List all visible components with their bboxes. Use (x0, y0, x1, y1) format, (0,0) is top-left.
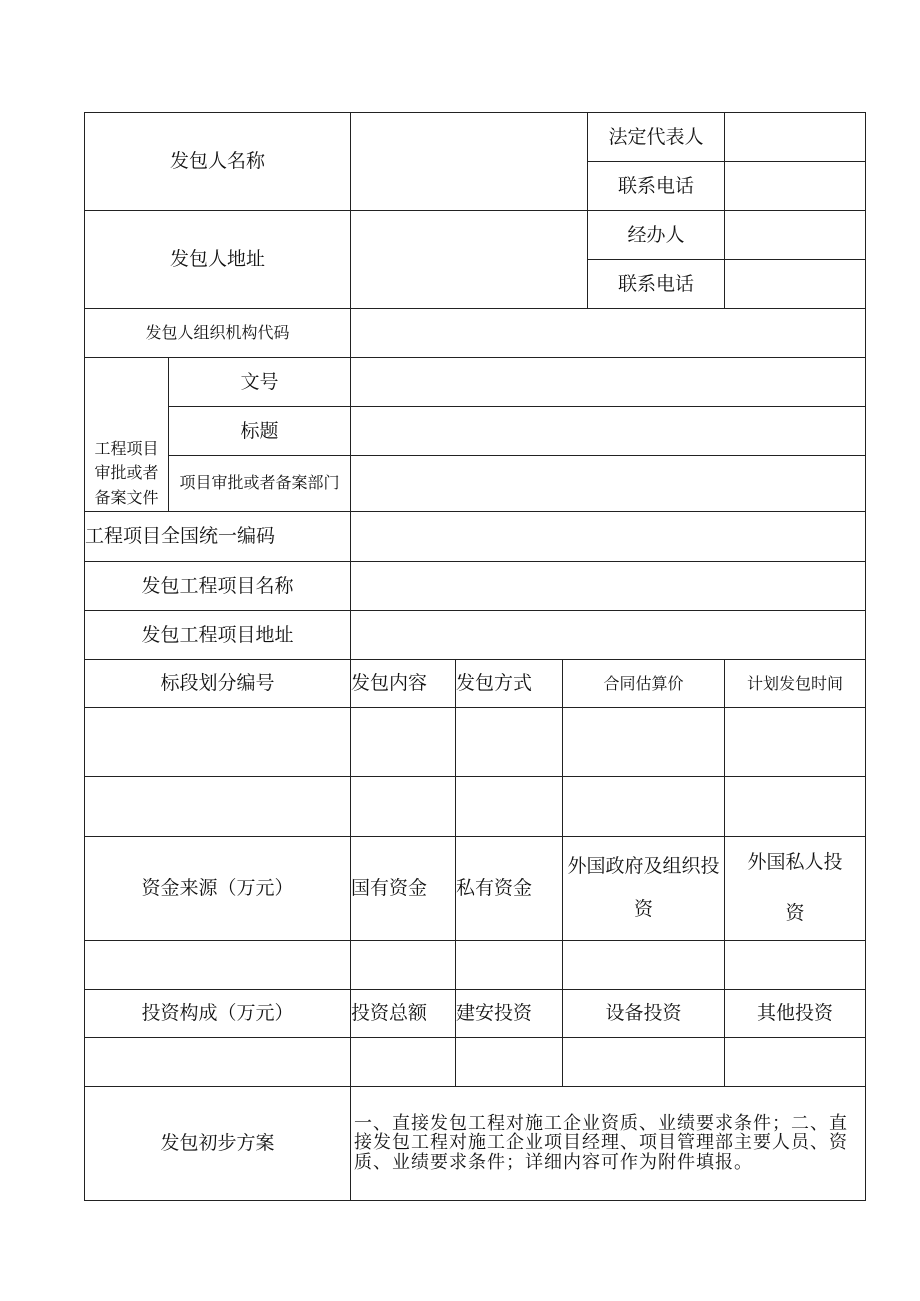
total-investment-field[interactable] (351, 1037, 456, 1086)
org-code-label: 发包人组织机构代码 (85, 309, 351, 358)
employer-name-field[interactable] (351, 113, 588, 211)
section-no-field-2[interactable] (85, 777, 351, 837)
construction-investment-label: 建安投资 (456, 989, 563, 1037)
foreign-private-field[interactable] (725, 940, 866, 989)
national-code-label: 工程项目全国统一编码 (85, 512, 351, 562)
fund-source-label: 资金来源（万元） (85, 837, 351, 941)
contract-estimate-field-2[interactable] (563, 777, 725, 837)
title-field[interactable] (351, 407, 866, 456)
doc-no-label: 文号 (169, 358, 351, 407)
contract-estimate-label: 合同估算价 (563, 660, 725, 708)
planned-time-field-1[interactable] (725, 708, 866, 777)
investment-field[interactable] (85, 1037, 351, 1086)
construction-investment-field[interactable] (456, 1037, 563, 1086)
legal-rep-field[interactable] (725, 113, 866, 162)
employer-address-label: 发包人地址 (85, 211, 351, 309)
contract-form-table (84, 112, 866, 1201)
title-label: 标题 (169, 407, 351, 456)
agent-field[interactable] (725, 211, 866, 260)
total-investment-label: 投资总额 (351, 989, 456, 1037)
employer-address-field[interactable] (351, 211, 588, 309)
national-code-field[interactable] (351, 512, 866, 562)
method-field-2[interactable] (456, 777, 563, 837)
planned-time-field-2[interactable] (725, 777, 866, 837)
equipment-investment-field[interactable] (563, 1037, 725, 1086)
section-no-label: 标段划分编号 (85, 660, 351, 708)
foreign-gov-field[interactable] (563, 940, 725, 989)
phone-2-label: 联系电话 (588, 260, 725, 309)
private-funds-label: 私有资金 (456, 837, 563, 941)
phone-1-field[interactable] (725, 162, 866, 211)
project-address-label: 发包工程项目地址 (85, 611, 351, 660)
foreign-private-label: 外国私人投资 (725, 837, 866, 941)
org-code-field[interactable] (351, 309, 866, 358)
contract-estimate-field-1[interactable] (563, 708, 725, 777)
legal-rep-label: 法定代表人 (588, 113, 725, 162)
state-funds-field[interactable] (351, 940, 456, 989)
approval-group-label: 工程项目审批或者备案文件 (85, 358, 169, 512)
phone-2-field[interactable] (725, 260, 866, 309)
initial-plan-text: 一、直接发包工程对施工企业资质、业绩要求条件；二、直接发包工程对施工企业项目经理、项目管理部主要人员、资质、业绩要求条件；详细内容可作为附件填报。 (351, 1086, 866, 1200)
project-address-field[interactable] (351, 611, 866, 660)
content-field-2[interactable] (351, 777, 456, 837)
other-investment-field[interactable] (725, 1037, 866, 1086)
initial-plan-label: 发包初步方案 (85, 1086, 351, 1200)
agent-label: 经办人 (588, 211, 725, 260)
planned-time-label: 计划发包时间 (725, 660, 866, 708)
project-name-field[interactable] (351, 562, 866, 611)
doc-no-field[interactable] (351, 358, 866, 407)
phone-1-label: 联系电话 (588, 162, 725, 211)
content-field-1[interactable] (351, 708, 456, 777)
equipment-investment-label: 设备投资 (563, 989, 725, 1037)
foreign-gov-label: 外国政府及组织投资 (563, 837, 725, 941)
employer-name-label: 发包人名称 (85, 113, 351, 211)
method-label: 发包方式 (456, 660, 563, 708)
other-investment-label: 其他投资 (725, 989, 866, 1037)
fund-source-field[interactable] (85, 940, 351, 989)
content-label: 发包内容 (351, 660, 456, 708)
project-name-label: 发包工程项目名称 (85, 562, 351, 611)
investment-label: 投资构成（万元） (85, 989, 351, 1037)
approval-dept-label: 项目审批或者备案部门 (169, 456, 351, 512)
method-field-1[interactable] (456, 708, 563, 777)
section-no-field-1[interactable] (85, 708, 351, 777)
private-funds-field[interactable] (456, 940, 563, 989)
approval-dept-field[interactable] (351, 456, 866, 512)
state-funds-label: 国有资金 (351, 837, 456, 941)
